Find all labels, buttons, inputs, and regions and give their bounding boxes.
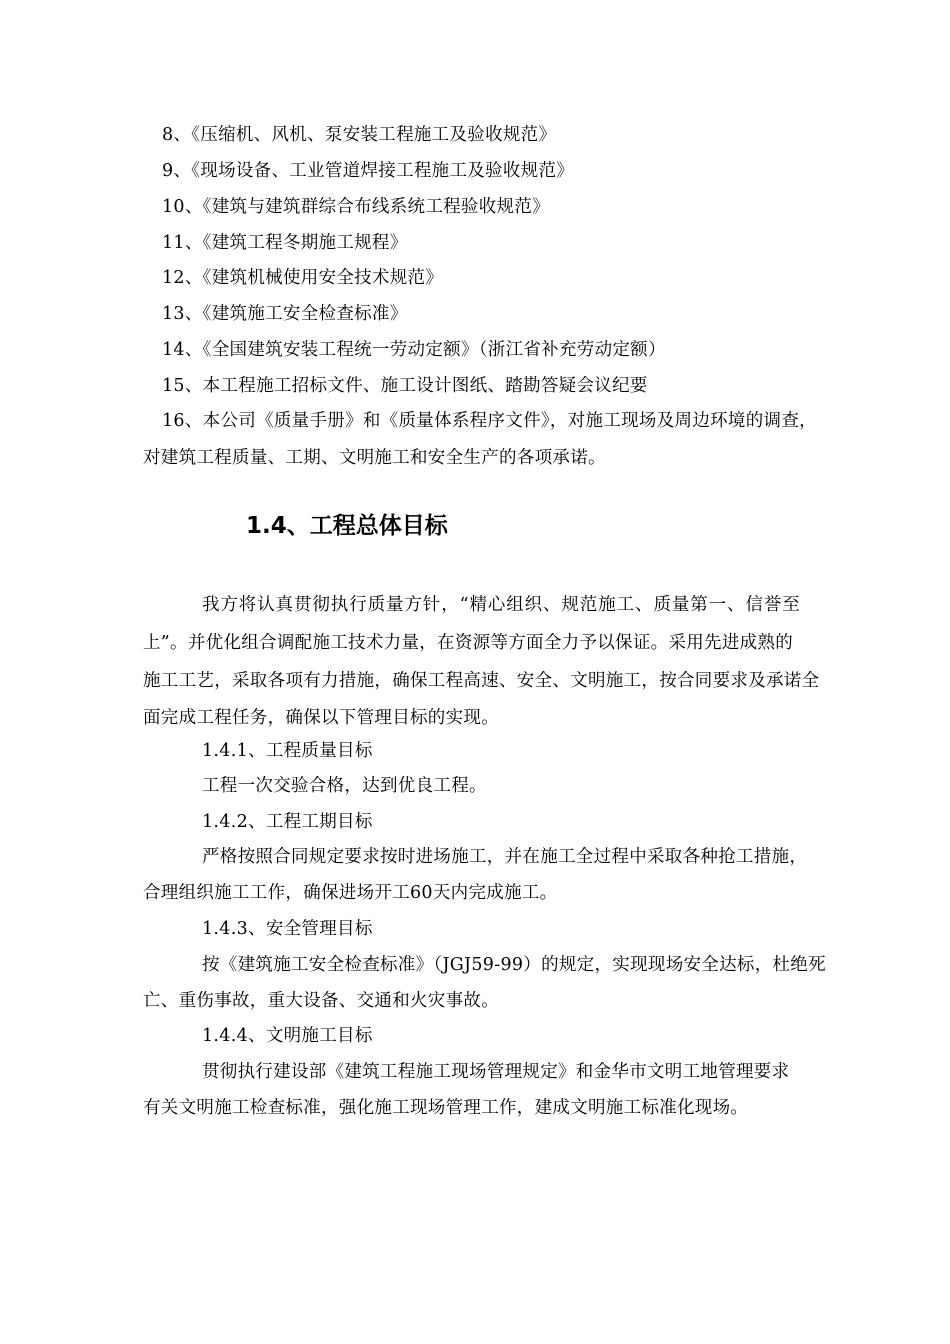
intro-paragraph-line: 上”。并优化组合调配施工技术力量，在资源等方面全力予以保证。采用先进成熟的 <box>143 633 794 653</box>
goal-safety-text: 按《建筑施工安全检查标准》（JGJ59-99）的规定，实现现场安全达标，杜绝死 <box>202 955 826 975</box>
reference-item-15: 15、本工程施工招标文件、施工设计图纸、踏勘答疑会议纪要 <box>162 376 648 396</box>
reference-item-14: 14、《全国建筑安装工程统一劳动定额》（浙江省补充劳动定额） <box>162 340 666 360</box>
goal-schedule-text: 严格按照合同规定要求按时进场施工，并在施工全过程中采取各种抢工措施， <box>202 847 808 867</box>
goal-schedule-title: 1.4.2、工程工期目标 <box>202 812 373 832</box>
reference-item-12: 12、《建筑机械使用安全技术规范》 <box>162 268 444 288</box>
goal-quality-text: 工程一次交验合格，达到优良工程。 <box>202 776 487 796</box>
section-title: 1.4、工程总体目标 <box>246 513 448 539</box>
intro-paragraph-line: 施工工艺，采取各项有力措施，确保工程高速、安全、文明施工，按合同要求及承诺全 <box>143 671 820 691</box>
reference-item-9: 9、《现场设备、工业管道焊接工程施工及验收规范》 <box>162 161 575 181</box>
reference-item-13: 13、《建筑施工安全检查标准》 <box>162 304 408 324</box>
goal-civilized-text: 有关文明施工检查标准，强化施工现场管理工作，建成文明施工标准化现场。 <box>143 1098 749 1118</box>
goal-civilized-title: 1.4.4、文明施工目标 <box>202 1026 373 1046</box>
reference-item-10: 10、《建筑与建筑群综合布线系统工程验收规范》 <box>162 197 550 217</box>
reference-item-16: 16、本公司《质量手册》和《质量体系程序文件》，对施工现场及周边环境的调查， <box>162 411 817 431</box>
goal-safety-text: 亡、重伤事故，重大设备、交通和火灾事故。 <box>143 991 499 1011</box>
reference-item-16-continued: 对建筑工程质量、工期、文明施工和安全生产的各项承诺。 <box>143 448 606 468</box>
goal-schedule-text: 合理组织施工工作，确保进场开工60天内完成施工。 <box>143 883 558 903</box>
goal-quality-title: 1.4.1、工程质量目标 <box>202 741 373 761</box>
goal-safety-title: 1.4.3、安全管理目标 <box>202 919 373 939</box>
intro-paragraph-line: 我方将认真贯彻执行质量方针，“精心组织、规范施工、质量第一、信誉至 <box>202 595 801 615</box>
reference-item-11: 11、《建筑工程冬期施工规程》 <box>162 233 408 253</box>
reference-item-8: 8、《压缩机、风机、泵安装工程施工及验收规范》 <box>162 125 557 145</box>
goal-civilized-text: 贯彻执行建设部《建筑工程施工现场管理规定》和金华市文明工地管理要求 <box>202 1062 790 1082</box>
intro-paragraph-line: 面完成工程任务，确保以下管理目标的实现。 <box>143 708 499 728</box>
